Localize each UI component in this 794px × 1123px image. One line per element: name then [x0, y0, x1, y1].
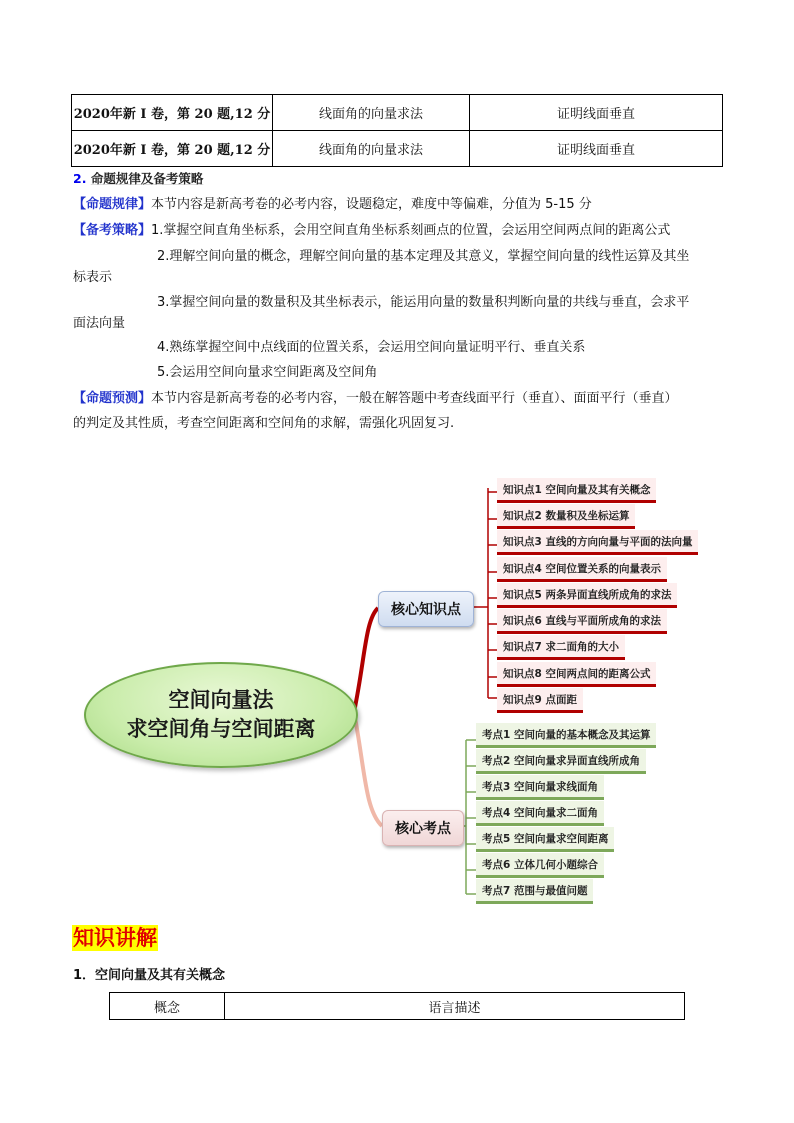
root-line-2: 求空间角与空间距离: [126, 717, 316, 741]
rule-paragraph: [73, 193, 592, 217]
knowledge-item: 知识点7 求二面角的大小: [497, 635, 625, 660]
strategy-paragraph: [73, 219, 670, 243]
mind-map: [0, 460, 794, 910]
exam-item: 考点4 空间向量求二面角: [476, 801, 604, 826]
knowledge-ticks: [488, 492, 497, 698]
exam-item: 考点5 空间向量求空间距离: [476, 827, 614, 852]
table-cell: 证明线面垂直: [470, 131, 723, 167]
branch-core-knowledge: 核心知识点: [378, 591, 474, 627]
section-number: 2.: [73, 171, 87, 186]
mind-map-root: [84, 662, 358, 768]
exam-item: 考点1 空间向量的基本概念及其运算: [476, 723, 656, 748]
strategy-item-4: 4.熟练掌握空间中点线面的位置关系，会运用空间向量证明平行、垂直关系: [157, 340, 586, 355]
exam-item: 考点2 空间向量求异面直线所成角: [476, 749, 646, 774]
table-cell: 2020年新 I 卷，第 20 题,12 分: [72, 131, 273, 167]
strategy-item-5: 5.会运用空间向量求空间距离及空间角: [157, 365, 378, 380]
knowledge-item: 知识点9 点面距: [497, 688, 583, 713]
branch-core-exam: 核心考点: [382, 810, 464, 846]
connector-root-exam: [354, 712, 382, 826]
knowledge-item: 知识点3 直线的方向向量与平面的法向量: [497, 530, 698, 555]
table-cell: 证明线面垂直: [470, 95, 723, 131]
root-line-1: 空间向量法: [168, 688, 274, 712]
knowledge-item: 知识点1 空间向量及其有关概念: [497, 478, 656, 503]
table-header-cell: 概念: [110, 993, 225, 1020]
table-cell: 线面角的向量求法: [273, 131, 470, 167]
exam-item: 考点6 立体几何小题综合: [476, 853, 604, 878]
knowledge-item: 知识点6 直线与平面所成角的求法: [497, 609, 667, 634]
predict-paragraph: [73, 387, 678, 411]
predict-text-cont: 的判定及其性质，考查空间距离和空间角的求解，需强化巩固复习.: [73, 416, 455, 431]
table-header-cell: 语言描述: [225, 993, 685, 1020]
predict-tag: 【命题预测】: [73, 391, 152, 406]
exam-item: 考点7 范围与最值问题: [476, 879, 593, 904]
concept-table: [109, 992, 685, 1020]
knowledge-item: 知识点8 空间两点间的距离公式: [497, 662, 656, 687]
strategy-item-3-cont: 面法向量: [73, 316, 126, 331]
knowledge-item: 知识点2 数量积及坐标运算: [497, 504, 635, 529]
section-title: [73, 169, 203, 187]
knowledge-subheading: 1．空间向量及其有关概念: [73, 968, 226, 983]
table-row: [72, 131, 723, 167]
exam-ticks: [466, 740, 476, 894]
exam-table: [71, 94, 723, 167]
table-header-row: [110, 993, 685, 1020]
strategy-item-2: 2.理解空间向量的概念，理解空间向量的基本定理及其意义，掌握空间向量的线性运算及其坐: [157, 249, 690, 264]
section-label: 命题规律及备考策略: [90, 171, 204, 186]
knowledge-section-heading: 知识讲解: [73, 925, 157, 950]
rule-text: 本节内容是新高考卷的必考内容，设题稳定，难度中等偏难，分值为 5-15 分: [151, 197, 592, 212]
table-cell: 2020年新 I 卷，第 20 题,12 分: [72, 95, 273, 131]
strategy-item-3: 3.掌握空间向量的数量积及其坐标表示，能运用向量的数量积判断向量的共线与垂直，会求平: [157, 295, 690, 310]
strategy-item-2-cont: 标表示: [73, 270, 113, 285]
rule-tag: 【命题规律】: [73, 197, 152, 212]
knowledge-item: 知识点5 两条异面直线所成角的求法: [497, 583, 677, 608]
table-cell: 线面角的向量求法: [273, 95, 470, 131]
connector-root-knowledge: [354, 608, 378, 712]
strategy-tag: 【备考策略】: [73, 223, 152, 238]
predict-text: 本节内容是新高考卷的必考内容，一般在解答题中考查线面平行（垂直）、面面平行（垂直）: [151, 391, 678, 406]
exam-item: 考点3 空间向量求线面角: [476, 775, 604, 800]
strategy-item-1: 1.掌握空间直角坐标系，会用空间直角坐标系刻画点的位置，会运用空间两点间的距离公式: [151, 223, 671, 238]
table-row: [72, 95, 723, 131]
knowledge-item: 知识点4 空间位置关系的向量表示: [497, 557, 667, 582]
